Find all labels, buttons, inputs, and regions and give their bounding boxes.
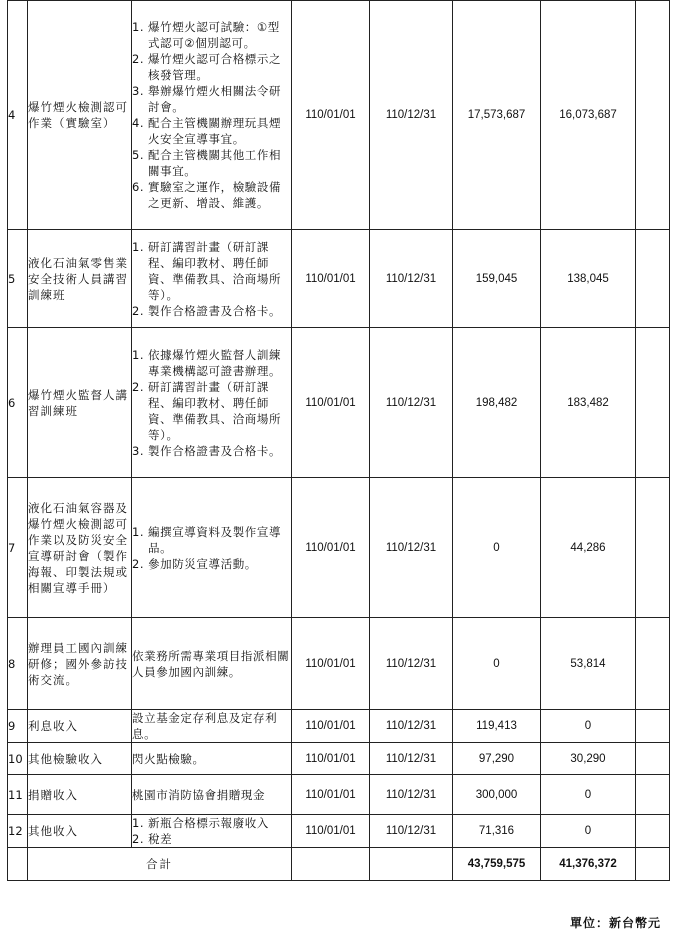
work-item-text: 閃火點檢驗。 (132, 751, 205, 766)
table-row (8, 815, 670, 848)
work-item (132, 815, 291, 831)
work-items (132, 710, 292, 743)
amount-budget: 198,482 (453, 328, 541, 478)
start-date: 110/01/01 (292, 710, 370, 743)
work-item-number: 6. (132, 180, 145, 194)
remarks-cell (636, 815, 670, 848)
start-date: 110/01/01 (292, 1, 370, 230)
amount-budget: 17,573,687 (453, 1, 541, 230)
table-row (8, 478, 670, 618)
work-item-text: 爆竹煙火認可試驗：①型式認可②個別認可。 (148, 20, 280, 50)
work-item-number: 1. (132, 816, 145, 830)
amount-actual: 0 (541, 710, 636, 743)
table-row (8, 230, 670, 328)
end-date: 110/12/31 (370, 815, 453, 848)
start-date: 110/01/01 (292, 775, 370, 815)
currency-unit-note: 單位：新台幣元 (569, 916, 661, 930)
work-item-list (132, 239, 291, 319)
amount-actual: 138,045 (541, 230, 636, 328)
table-body (8, 1, 670, 881)
row-number: 9 (8, 710, 28, 743)
work-item-text: 舉辦爆竹煙火相關法令研討會。 (148, 84, 282, 114)
work-item (132, 831, 291, 847)
work-items (132, 230, 292, 328)
amount-actual: 30,290 (541, 743, 636, 775)
work-item-number: 2. (132, 832, 145, 846)
work-item-text: 依業務所需專業項目指派相關人員參加國內訓練。 (132, 648, 290, 679)
remarks-cell (636, 230, 670, 328)
start-date: 110/01/01 (292, 230, 370, 328)
work-items (132, 618, 292, 710)
work-item (132, 379, 291, 443)
row-number: 12 (8, 815, 28, 848)
budget-table (7, 0, 670, 881)
table-row (8, 775, 670, 815)
end-date: 110/12/31 (370, 230, 453, 328)
work-item (132, 19, 291, 51)
remarks-cell (636, 618, 670, 710)
work-item (132, 443, 291, 459)
amount-actual: 16,073,687 (541, 1, 636, 230)
work-item-text: 配合主管機關辦理玩具煙火安全宣導事宜。 (148, 116, 282, 146)
work-item-number: 1. (132, 524, 145, 539)
work-item-number: 2. (132, 303, 145, 318)
work-item-list (132, 815, 291, 847)
work-item (132, 147, 291, 179)
total-label: 合計 (28, 848, 292, 881)
work-item (132, 51, 291, 83)
end-date: 110/12/31 (370, 618, 453, 710)
row-number: 10 (8, 743, 28, 775)
total-row (8, 848, 670, 881)
work-item (132, 303, 291, 319)
amount-budget: 119,413 (453, 710, 541, 743)
amount-actual: 183,482 (541, 328, 636, 478)
row-number: 5 (8, 230, 28, 328)
end-date: 110/12/31 (370, 328, 453, 478)
work-item-list (132, 347, 291, 459)
work-item-number: 2. (132, 556, 145, 571)
work-items (132, 775, 292, 815)
total-blank (292, 848, 370, 881)
work-item-text: 參加防災宣導活動。 (148, 556, 257, 571)
table-row (8, 618, 670, 710)
amount-budget: 0 (453, 618, 541, 710)
work-item (132, 787, 291, 803)
amount-budget: 97,290 (453, 743, 541, 775)
total-blank (370, 848, 453, 881)
work-item-number: 2. (132, 379, 145, 394)
work-item-text: 設立基金定存利息及定存利息。 (132, 711, 278, 741)
end-date: 110/12/31 (370, 743, 453, 775)
total-amount-budget: 43,759,575 (453, 848, 541, 881)
work-item-number: 3. (132, 84, 145, 98)
amount-actual: 0 (541, 815, 636, 848)
work-item-list (132, 524, 291, 572)
work-item-number: 5. (132, 148, 145, 162)
remarks-cell (636, 743, 670, 775)
amount-actual: 0 (541, 775, 636, 815)
remarks-cell (636, 1, 670, 230)
work-item-list (132, 648, 291, 680)
work-items (132, 328, 292, 478)
project-name: 利息收入 (28, 710, 132, 743)
work-item-number: 1. (132, 347, 145, 362)
work-item (132, 524, 291, 556)
work-items (132, 478, 292, 618)
work-item-text: 研訂講習計畫（研訂課程、編印教材、聘任師資、準備教具、洽商場所等）。 (148, 239, 282, 302)
work-item-text: 製作合格證書及合格卡。 (148, 443, 282, 458)
start-date: 110/01/01 (292, 618, 370, 710)
table-row (8, 328, 670, 478)
project-name: 其他收入 (28, 815, 132, 848)
work-item-text: 新瓶合格標示報廢收入 (148, 816, 269, 830)
work-items (132, 815, 292, 848)
start-date: 110/01/01 (292, 743, 370, 775)
work-item-number: 1. (132, 20, 145, 34)
remarks-cell (636, 478, 670, 618)
row-number: 6 (8, 328, 28, 478)
project-name: 爆竹煙火監督人講習訓練班 (28, 328, 132, 478)
work-items (132, 743, 292, 775)
row-number: 8 (8, 618, 28, 710)
work-item (132, 179, 291, 211)
work-item-list (132, 787, 291, 803)
work-item (132, 83, 291, 115)
work-item (132, 115, 291, 147)
project-name: 液化石油氣容器及爆竹煙火檢測認可作業以及防災安全宣導研討會（製作海報、印製法規或相關宣導手冊） (28, 478, 132, 618)
row-number: 11 (8, 775, 28, 815)
remarks-cell (636, 710, 670, 743)
work-item-list (132, 19, 291, 211)
project-name: 辦理員工國內訓練研修；國外參訪技術交流。 (28, 618, 132, 710)
work-item (132, 239, 291, 303)
remarks-cell (636, 775, 670, 815)
amount-budget: 159,045 (453, 230, 541, 328)
work-item (132, 710, 291, 742)
work-item (132, 347, 291, 379)
work-item-text: 爆竹煙火認可合格標示之核發管理。 (148, 52, 282, 82)
total-amount-actual: 41,376,372 (541, 848, 636, 881)
end-date: 110/12/31 (370, 775, 453, 815)
project-name: 液化石油氣零售業安全技術人員講習訓練班 (28, 230, 132, 328)
work-items (132, 1, 292, 230)
work-item-number: 1. (132, 239, 145, 254)
work-item-number: 2. (132, 52, 145, 66)
work-item-text: 桃園市消防協會捐贈現金 (132, 787, 266, 802)
amount-budget: 300,000 (453, 775, 541, 815)
project-name: 其他檢驗收入 (28, 743, 132, 775)
table-row (8, 743, 670, 775)
work-item-text: 編撰宣導資料及製作宣導品。 (148, 524, 282, 555)
start-date: 110/01/01 (292, 815, 370, 848)
work-item-list (132, 710, 291, 742)
remarks-cell (636, 328, 670, 478)
amount-budget: 71,316 (453, 815, 541, 848)
project-name: 捐贈收入 (28, 775, 132, 815)
work-item (132, 556, 291, 572)
work-item-text: 研訂講習計畫（研訂課程、編印教材、聘任師資、準備教具、洽商場所等）。 (148, 379, 282, 442)
row-number: 4 (8, 1, 28, 230)
work-item-text: 配合主管機關其他工作相關事宜。 (148, 148, 282, 178)
amount-actual: 44,286 (541, 478, 636, 618)
work-item-text: 製作合格證書及合格卡。 (148, 303, 282, 318)
amount-budget: 0 (453, 478, 541, 618)
work-item-number: 3. (132, 443, 145, 458)
amount-actual: 53,814 (541, 618, 636, 710)
start-date: 110/01/01 (292, 328, 370, 478)
work-item-list (132, 751, 291, 767)
start-date: 110/01/01 (292, 478, 370, 618)
work-item-text: 稅差 (148, 832, 173, 846)
table-row (8, 1, 670, 230)
end-date: 110/12/31 (370, 1, 453, 230)
end-date: 110/12/31 (370, 478, 453, 618)
end-date: 110/12/31 (370, 710, 453, 743)
work-item (132, 648, 291, 680)
work-item-number: 4. (132, 116, 145, 130)
project-name: 爆竹煙火檢測認可作業（實驗室） (28, 1, 132, 230)
work-item-text: 實驗室之運作，檢驗設備之更新、增設、維護。 (148, 180, 282, 210)
table-row (8, 710, 670, 743)
work-item-text: 依據爆竹煙火監督人訓練專業機構認可證書辦理。 (148, 347, 282, 378)
row-number: 7 (8, 478, 28, 618)
work-item (132, 751, 291, 767)
total-blank (8, 848, 28, 881)
total-remarks (636, 848, 670, 881)
